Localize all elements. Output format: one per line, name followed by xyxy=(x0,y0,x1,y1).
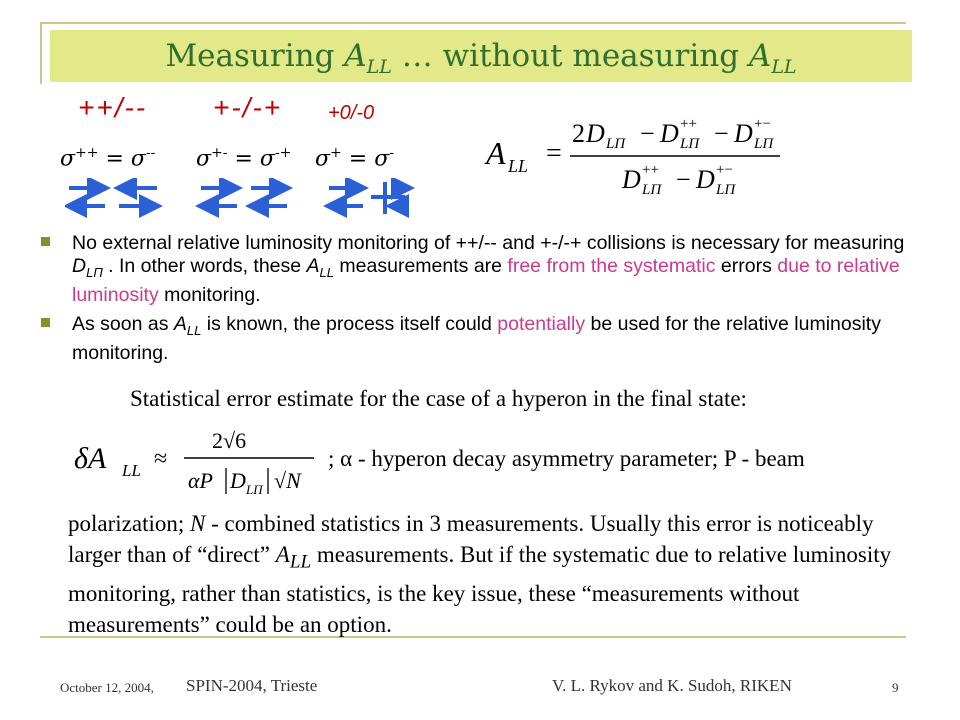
b2-highlight: potentially xyxy=(497,312,586,335)
equals-sign: = xyxy=(341,146,375,172)
para-A-sub: LL xyxy=(289,551,312,573)
bullet-item-1 xyxy=(36,232,926,307)
den-sqrtN: √N xyxy=(274,468,301,493)
square-bullet-icon xyxy=(41,237,50,246)
den-D-sub: LΠ xyxy=(246,482,263,497)
num-D3-sub: LΠ xyxy=(754,136,774,152)
b1-highlight-2: due to relative luminosity xyxy=(72,255,900,306)
formula-lhs: A xyxy=(486,135,506,171)
para-N: N xyxy=(190,511,206,536)
equals-sign: = xyxy=(227,146,260,172)
num-D1-sub: LΠ xyxy=(606,136,626,152)
b1-A-sub: LL xyxy=(319,264,335,280)
bullet-item-2 xyxy=(36,313,926,365)
label-p0-m0: +0/-0 xyxy=(328,102,375,124)
den-minus: − xyxy=(676,165,691,194)
arrow-pair-pp-mm xyxy=(69,188,157,206)
b2-A-sub: LL xyxy=(186,322,202,338)
b2-text-1: As soon as xyxy=(72,312,174,335)
title-var-2: A xyxy=(748,38,772,74)
square-bullet-icon xyxy=(41,318,50,327)
b2-text-3: be used for the relative luminosity monitoring. xyxy=(72,312,881,364)
sigma-symbol: σ xyxy=(130,146,146,172)
title-var-1-sub: LL xyxy=(366,56,392,79)
label-pp-mm: ++/-- xyxy=(78,92,148,123)
approx-sign: ≈ xyxy=(154,446,168,472)
b1-text-2: . In other words, these xyxy=(102,255,307,277)
b1-text-3: measurements are xyxy=(334,255,508,277)
sigma-symbol: σ xyxy=(259,146,275,172)
b1-text-5: monitoring. xyxy=(158,283,261,306)
b2-text-2: is known, the process itself could xyxy=(201,312,498,335)
stat-paragraph xyxy=(68,508,930,640)
sigma-sup: ++ xyxy=(75,145,99,161)
stat-numerator: 2√6 xyxy=(212,428,247,453)
page-number: 9 xyxy=(892,680,899,695)
b1-A: A xyxy=(306,255,320,277)
num-D2-sub: LΠ xyxy=(680,136,700,152)
title-text-2: … without measuring xyxy=(391,38,749,74)
title-text-1: Measuring xyxy=(165,38,345,74)
den-D2: D xyxy=(696,165,715,194)
formula-eq: = xyxy=(546,138,562,169)
b1-D: D xyxy=(72,255,87,277)
den-D2-sub: LΠ xyxy=(716,182,736,198)
sigma-symbol: σ xyxy=(374,146,390,172)
sigma-sup: - xyxy=(389,145,394,161)
num-minus2: − xyxy=(714,119,729,148)
den-alphaP: αP xyxy=(188,468,213,493)
frame-left-line xyxy=(40,22,42,84)
sigma-sup: + xyxy=(330,145,342,161)
formula-lhs-sub: LL xyxy=(508,156,529,176)
title-var-2-sub: LL xyxy=(771,56,797,79)
para-post: measurements. But if the systematic due to relative luminosity monitoring, rather than statistics, is the key issue, these “measurements without measurements” could be an option. xyxy=(68,542,892,637)
num-D3-sup: +− xyxy=(754,116,771,132)
frame-top-line xyxy=(40,22,906,24)
b1-highlight-1: free from the systematic xyxy=(507,255,716,277)
title-var-1: A xyxy=(344,38,367,74)
equals-sign: = xyxy=(98,146,131,172)
den-D: D xyxy=(230,468,246,493)
all-formula xyxy=(480,112,850,202)
b1-text-4: errors xyxy=(715,255,778,277)
den-D1: D xyxy=(622,165,641,194)
footer-date: October 12, 2004, xyxy=(60,680,154,695)
b2-A: A xyxy=(173,312,187,335)
num-D2-sup: ++ xyxy=(680,116,697,132)
bullet-list xyxy=(36,232,926,371)
spin-arrows-diagram xyxy=(65,178,415,218)
stat-title: Statistical error estimate for the case of a hyperon in the final state: xyxy=(130,386,747,411)
para-A: A xyxy=(275,542,290,567)
num-D1: D xyxy=(586,119,605,148)
slide-title xyxy=(50,38,912,78)
footer-conference: SPIN-2004, Trieste xyxy=(186,676,318,695)
sigma-sup: -+ xyxy=(274,145,292,161)
sigma-relation-3 xyxy=(315,145,394,171)
sigma-symbol: σ xyxy=(60,146,76,172)
sigma-symbol: σ xyxy=(196,146,212,172)
sigma-relation-1 xyxy=(60,145,155,171)
title-bar xyxy=(50,30,912,82)
num-D2: D xyxy=(660,119,679,148)
den-D1-sup: ++ xyxy=(642,162,659,178)
stat-tail-text: ; α - hyperon decay asymmetry parameter; P - beam xyxy=(328,446,805,471)
arrow-pair-pm-mp xyxy=(201,188,287,206)
num-D3: D xyxy=(734,119,753,148)
sigma-sup: -- xyxy=(145,145,156,161)
delta-A: δA xyxy=(74,442,107,475)
num-coef: 2 xyxy=(572,119,585,148)
para-pre: polarization; xyxy=(68,511,190,536)
sigma-sup: +- xyxy=(211,145,228,161)
para-mid: - combined statistics in 3 measurements. Usually this error is noticeably larger than of “direct” xyxy=(68,511,874,567)
num-minus1: − xyxy=(640,119,655,148)
den-D2-sup: +− xyxy=(716,162,733,178)
delta-all-formula xyxy=(66,422,328,502)
delta-A-sub: LL xyxy=(122,461,141,480)
arrow-pair-p0-m0 xyxy=(329,182,409,214)
b1-D-sub: LΠ xyxy=(86,264,103,280)
sigma-symbol: σ xyxy=(315,146,331,172)
den-D1-sub: LΠ xyxy=(642,182,662,198)
label-pm-mp: +-/-+ xyxy=(213,92,283,123)
b1-text-1: No external relative luminosity monitoring of ++/-- and +-/-+ collisions is necessary for measuring xyxy=(72,232,905,254)
footer-authors: V. L. Rykov and K. Sudoh, RIKEN xyxy=(552,676,792,695)
sigma-relation-2 xyxy=(196,145,291,171)
